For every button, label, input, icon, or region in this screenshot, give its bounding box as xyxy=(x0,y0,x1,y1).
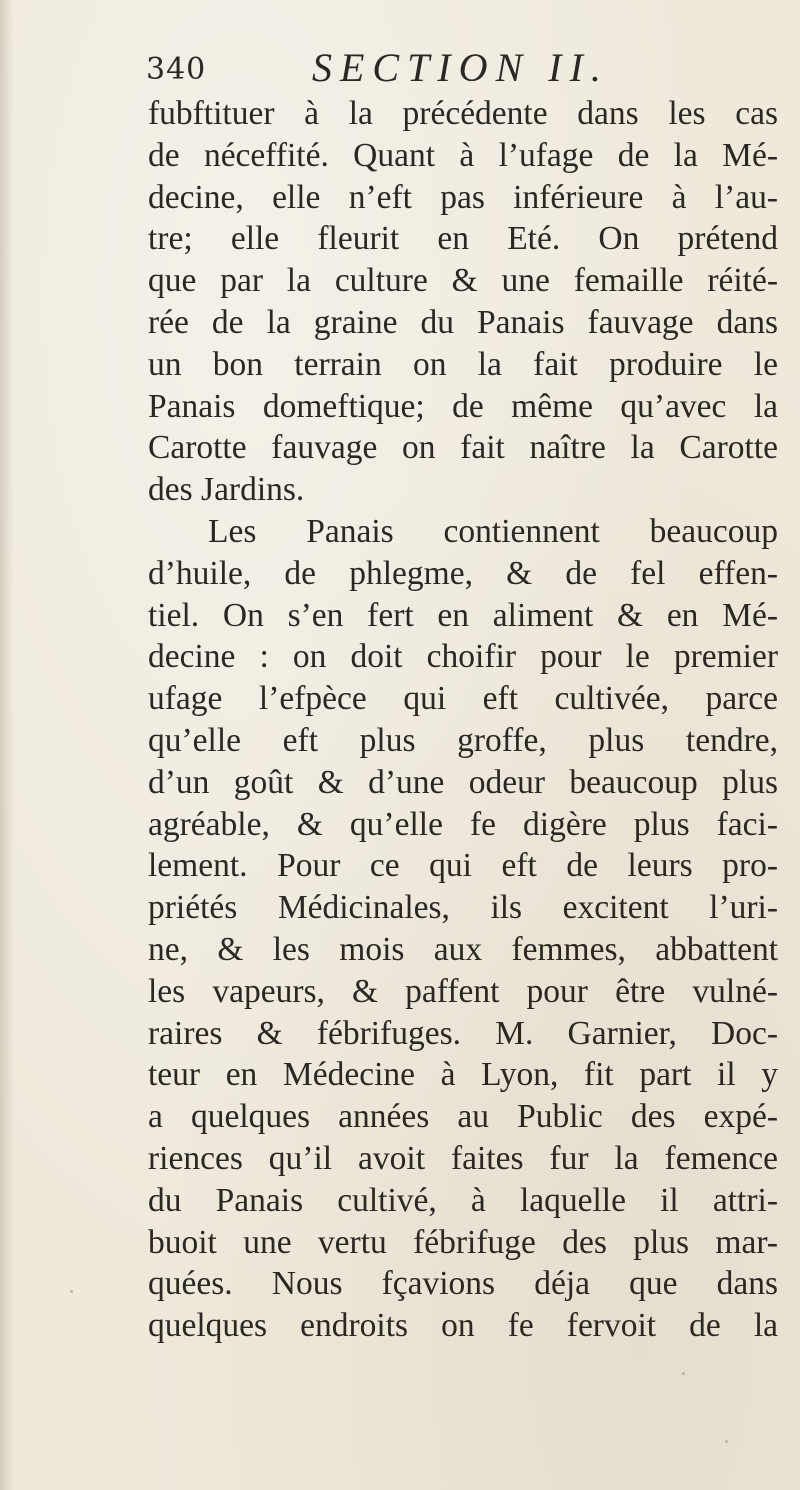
page-edge-shadow xyxy=(0,0,14,1490)
text-line: quelques endroits on fe fervoit de la xyxy=(148,1307,778,1345)
text-line: des Jardins. xyxy=(148,471,305,509)
running-head: SECTION II. xyxy=(312,45,609,90)
text-line: Panais domeftique; de même qu’avec la xyxy=(148,387,778,425)
text-line: de néceffité. Quant à l’ufage de la Mé- xyxy=(148,136,778,174)
text-line: d’huile, de phlegme, & de fel effen- xyxy=(148,554,778,592)
text-line: ne, & les mois aux femmes, abbattent xyxy=(148,930,778,968)
text-line: quées. Nous fçavions déja que dans xyxy=(148,1265,778,1303)
text-line: d’un goût & d’une odeur beaucoup plus xyxy=(148,763,778,801)
text-line: ufage l’efpèce qui eft cultivée, parce xyxy=(148,680,778,718)
text-line: tiel. On s’en fert en aliment & en Mé- xyxy=(148,596,778,634)
text-line: priétés Médicinales, ils excitent l’uri- xyxy=(148,889,778,927)
paper-fleck xyxy=(70,1290,73,1293)
text-line: a quelques années au Public des expé- xyxy=(148,1098,778,1136)
paper-fleck xyxy=(725,1440,728,1443)
text-line: teur en Médecine à Lyon, fit part il y xyxy=(148,1056,778,1094)
text-line: que par la culture & une femaille réité- xyxy=(148,262,778,300)
text-line: riences qu’il avoit faites fur la femence xyxy=(148,1139,778,1177)
paragraph-start-line: Les Panais contiennent beaucoup xyxy=(208,512,778,550)
text-line: decine, elle n’eft pas inférieure à l’au- xyxy=(148,178,778,216)
text-line: tre; elle fleurit en Eté. On prétend xyxy=(148,220,778,258)
text-line: qu’elle eft plus groffe, plus tendre, xyxy=(148,721,778,759)
paper-fleck xyxy=(682,1372,685,1375)
page-number: 340 xyxy=(146,52,207,87)
text-line: un bon terrain on la fait produire le xyxy=(148,345,778,383)
page-header xyxy=(146,44,740,94)
body-text xyxy=(148,93,778,1347)
text-line: buoit une vertu fébrifuge des plus mar- xyxy=(148,1223,778,1261)
text-line: du Panais cultivé, à laquelle il attri- xyxy=(148,1181,778,1219)
text-line: decine : on doit choifir pour le premier xyxy=(148,638,778,676)
text-line: raires & fébrifuges. M. Garnier, Doc- xyxy=(148,1014,778,1052)
text-line: Carotte fauvage on fait naître la Carotte xyxy=(148,429,778,467)
text-line: agréable, & qu’elle fe digère plus faci- xyxy=(148,805,778,843)
text-line: rée de la graine du Panais fauvage dans xyxy=(148,303,778,341)
text-line: les vapeurs, & paffent pour être vulné- xyxy=(148,972,778,1010)
text-line: fubftituer à la précédente dans les cas xyxy=(148,95,778,132)
text-line: lement. Pour ce qui eft de leurs pro- xyxy=(148,847,778,885)
